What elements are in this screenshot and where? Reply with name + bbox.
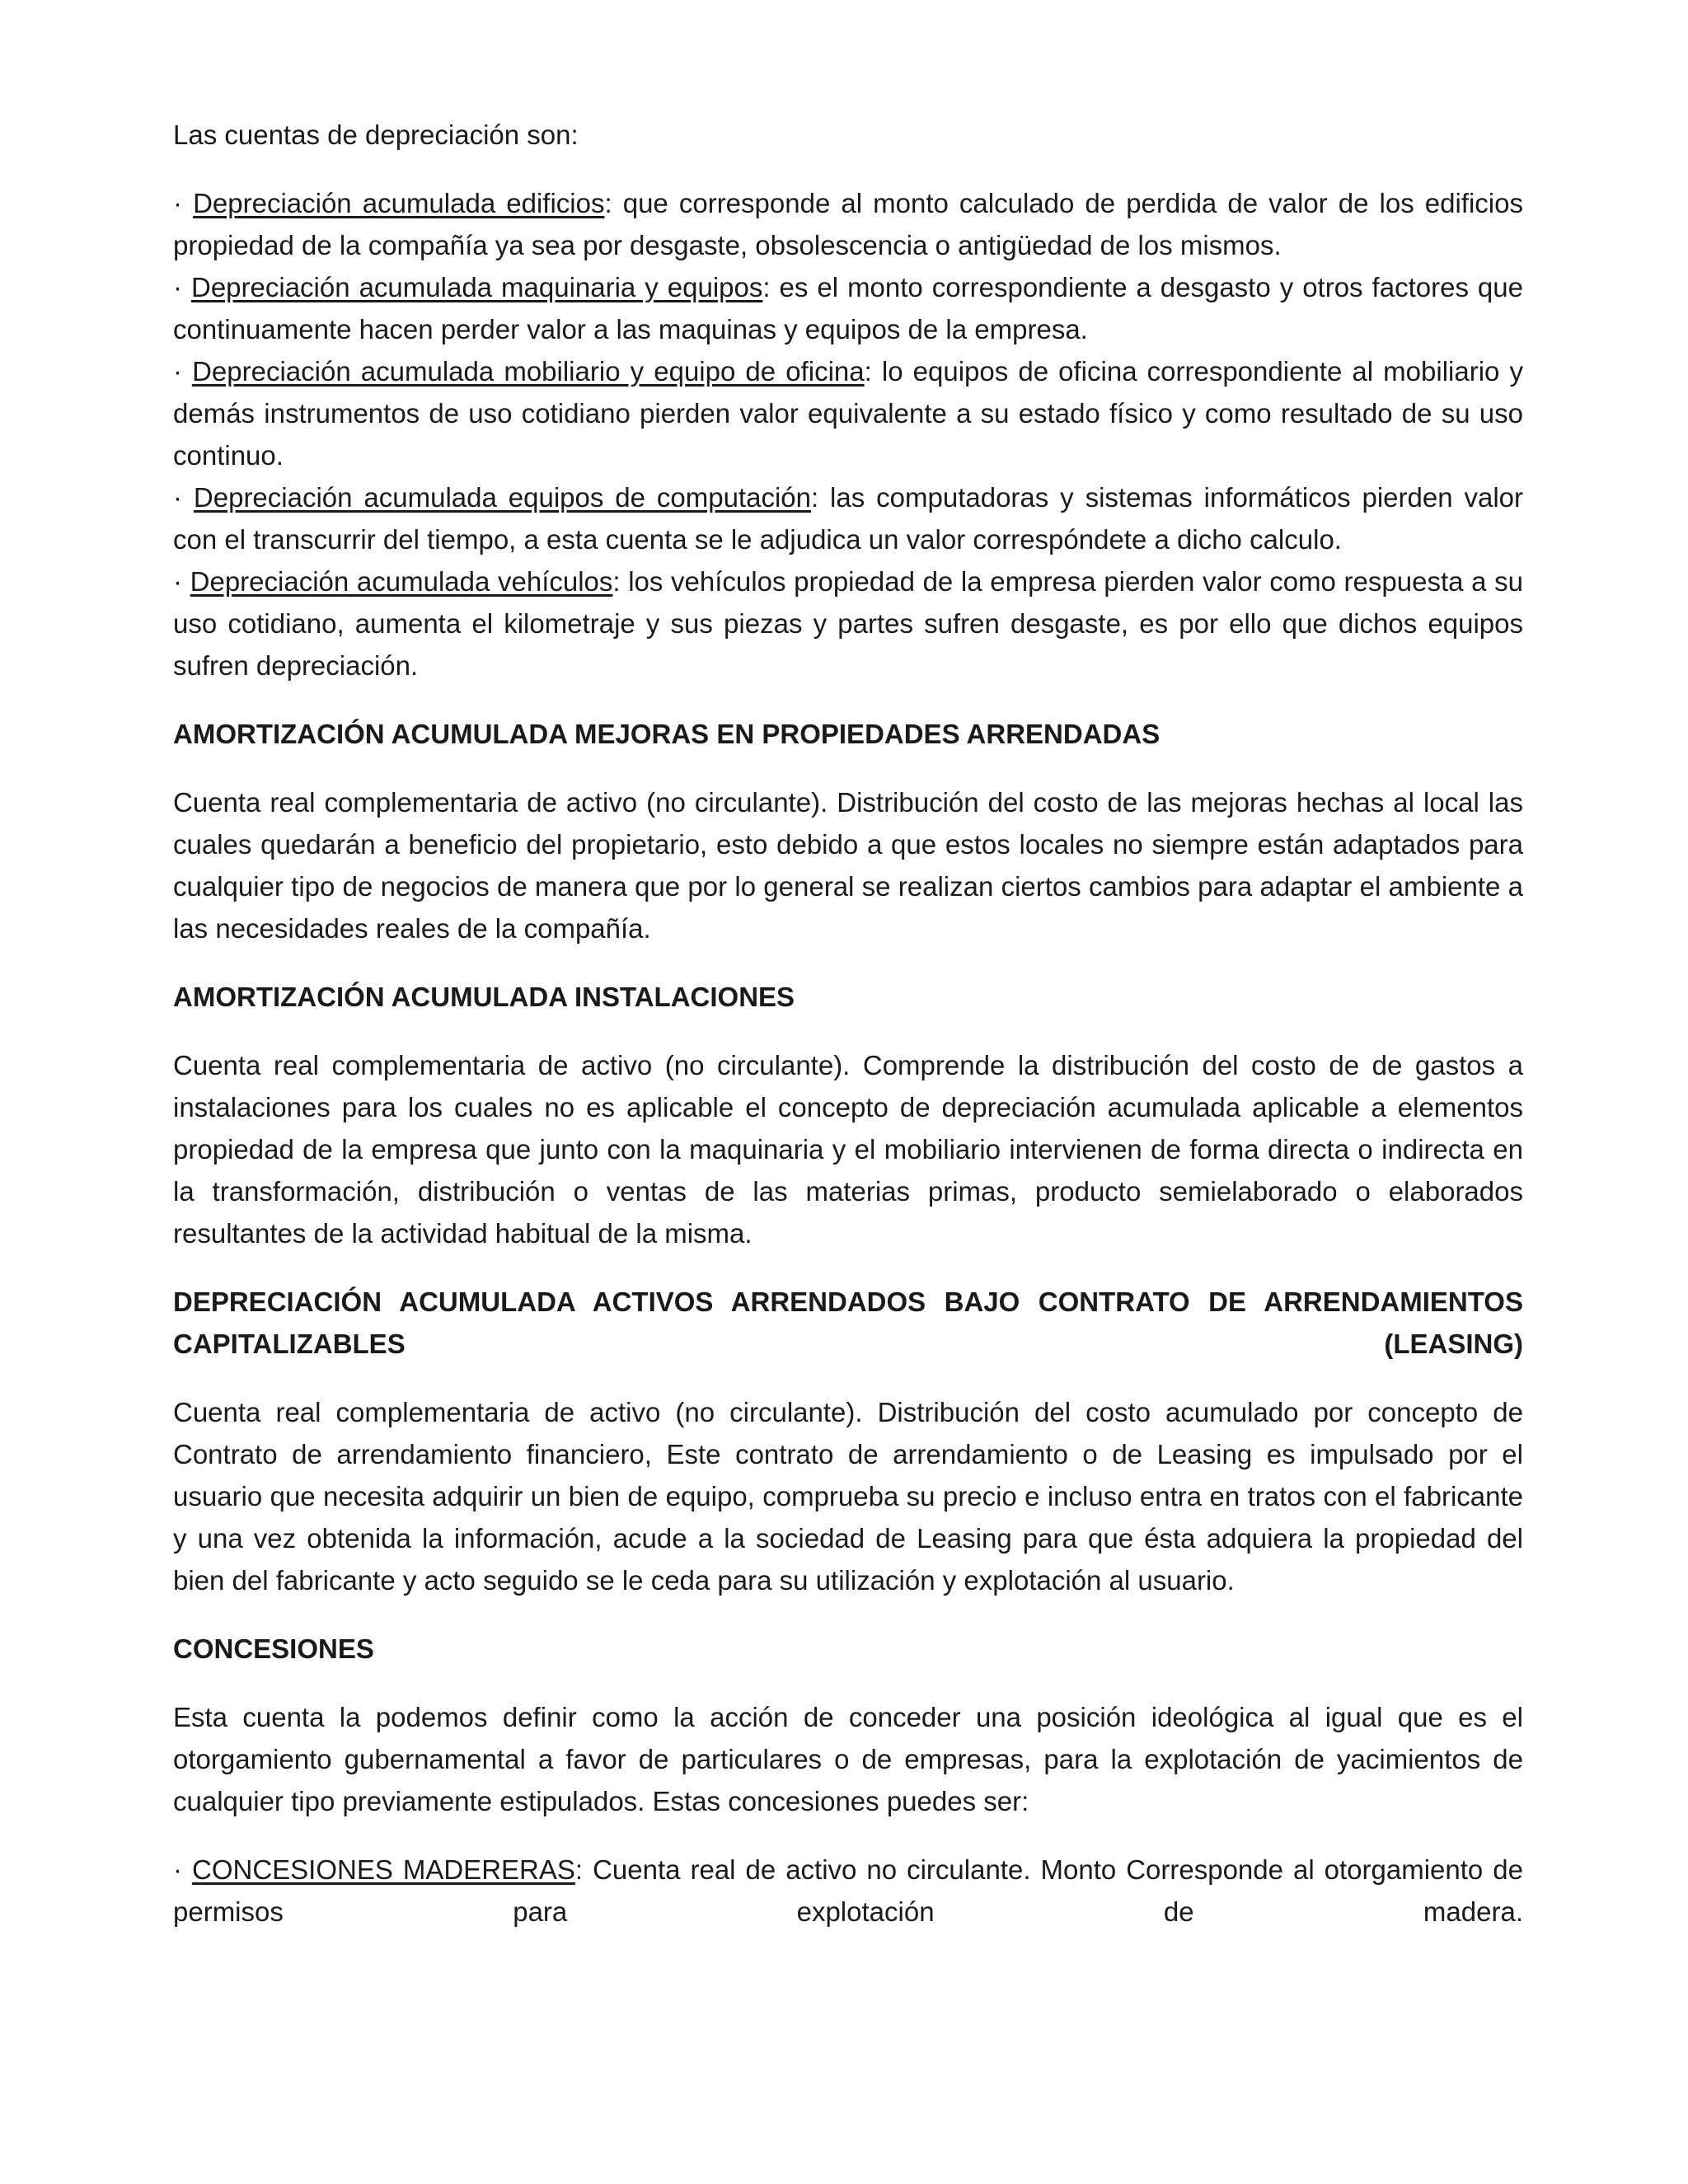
description: : que corresponde al monto calculado de perdida de valor de los edificios propiedad de la compañía ya sea por desgaste, obsolescencia o antigüedad de los mismos. <box>173 188 1523 260</box>
bullet: · <box>173 272 191 302</box>
bullet: · <box>173 188 194 218</box>
term-computers: Depreciación acumulada equipos de computación <box>193 482 811 513</box>
section-heading-improvements: AMORTIZACIÓN ACUMULADA MEJORAS EN PROPIEDADES ARRENDADAS <box>173 719 1160 749</box>
description: : Cuenta real de activo no circulante. Monto Corresponde al otorgamiento de permisos para explotación de madera. <box>173 1854 1523 1927</box>
concession-item-timber <box>173 1849 1523 1933</box>
description: : las computadoras y sistemas informáticos pierden valor con el transcurrir del tiempo, a esta cuenta se le adjudica un valor correspóndete a dicho calculo. <box>173 482 1523 555</box>
section-body-concessions: Esta cuenta la podemos definir como la acción de conceder una posición ideológica al igual que es el otorgamiento gubernamental a favor de particulares o de empresas, para la explotación de yacimientos de cualquier tipo previamente estipulados. Estas concesiones puedes ser: <box>173 1702 1523 1816</box>
bullet: · <box>173 566 190 597</box>
depreciation-item-office <box>173 350 1523 476</box>
section-heading-concessions: CONCESIONES <box>173 1633 374 1664</box>
section-body-installations: Cuenta real complementaria de activo (no circulante). Comprende la distribución del costo de de gastos a instalaciones para los cuales no es aplicable el concepto de depreciación acumulada aplicable a elementos propiedad de la empresa que junto con la maquinaria y el mobiliario intervienen de forma directa o indirecta en la transformación, distribución o ventas de las materias primas, producto semielaborado o elaborados resultantes de la actividad habitual de la misma. <box>173 1050 1523 1249</box>
depreciation-item-computers <box>173 476 1523 560</box>
depreciation-item-vehicles <box>173 560 1523 687</box>
section-heading-installations: AMORTIZACIÓN ACUMULADA INSTALACIONES <box>173 982 795 1012</box>
bullet: · <box>173 356 193 387</box>
bullet: · <box>173 1854 192 1885</box>
term-machinery: Depreciación acumulada maquinaria y equipos <box>190 272 763 302</box>
section-heading-leasing: DEPRECIACIÓN ACUMULADA ACTIVOS ARRENDADOS BAJO CONTRATO DE ARRENDAMIENTOS CAPITALIZABLES (LEASING) <box>173 1286 1523 1359</box>
document-page <box>173 114 1523 1959</box>
term-vehicles: Depreciación acumulada vehículos <box>190 566 613 597</box>
description: : es el monto correspondiente a desgasto y otros factores que continuamente hacen perder valor a las maquinas y equipos de la empresa. <box>173 272 1523 344</box>
term-timber: CONCESIONES MADERERAS <box>191 1854 575 1885</box>
bullet: · <box>173 482 194 513</box>
term-office: Depreciación acumulada mobiliario y equipo de oficina <box>192 356 865 387</box>
description: : los vehículos propiedad de la empresa pierden valor como respuesta a su uso cotidiano, aumenta el kilometraje y sus piezas y partes sufren desgaste, es por ello que dichos equipos sufren depreciación. <box>173 566 1523 681</box>
description: : lo equipos de oficina correspondiente al mobiliario y demás instrumentos de uso cotidiano pierden valor equivalente a su estado físico y como resultado de su uso continuo. <box>173 356 1523 471</box>
depreciation-item-machinery <box>173 266 1523 350</box>
section-body-improvements: Cuenta real complementaria de activo (no circulante). Distribución del costo de las mejoras hechas al local las cuales quedarán a beneficio del propietario, esto debido a que estos locales no siempre están adaptados para cualquier tipo de negocios de manera que por lo general se realizan ciertos cambios para adaptar el ambiente a las necesidades reales de la compañía. <box>173 787 1523 944</box>
term-buildings: Depreciación acumulada edificios <box>193 188 605 218</box>
intro-text: Las cuentas de depreciación son: <box>173 120 579 150</box>
section-body-leasing: Cuenta real complementaria de activo (no circulante). Distribución del costo acumulado por concepto de Contrato de arrendamiento financiero, Este contrato de arrendamiento o de Leasing es impulsado por el usuario que necesita adquirir un bien de equipo, comprueba su precio e incluso entra en tratos con el fabricante y una vez obtenida la información, acude a la sociedad de Leasing para que ésta adquiera la propiedad del bien del fabricante y acto seguido se le ceda para su utilización y explotación al usuario. <box>173 1397 1523 1596</box>
depreciation-list <box>173 182 1523 687</box>
depreciation-item-buildings <box>173 182 1523 266</box>
